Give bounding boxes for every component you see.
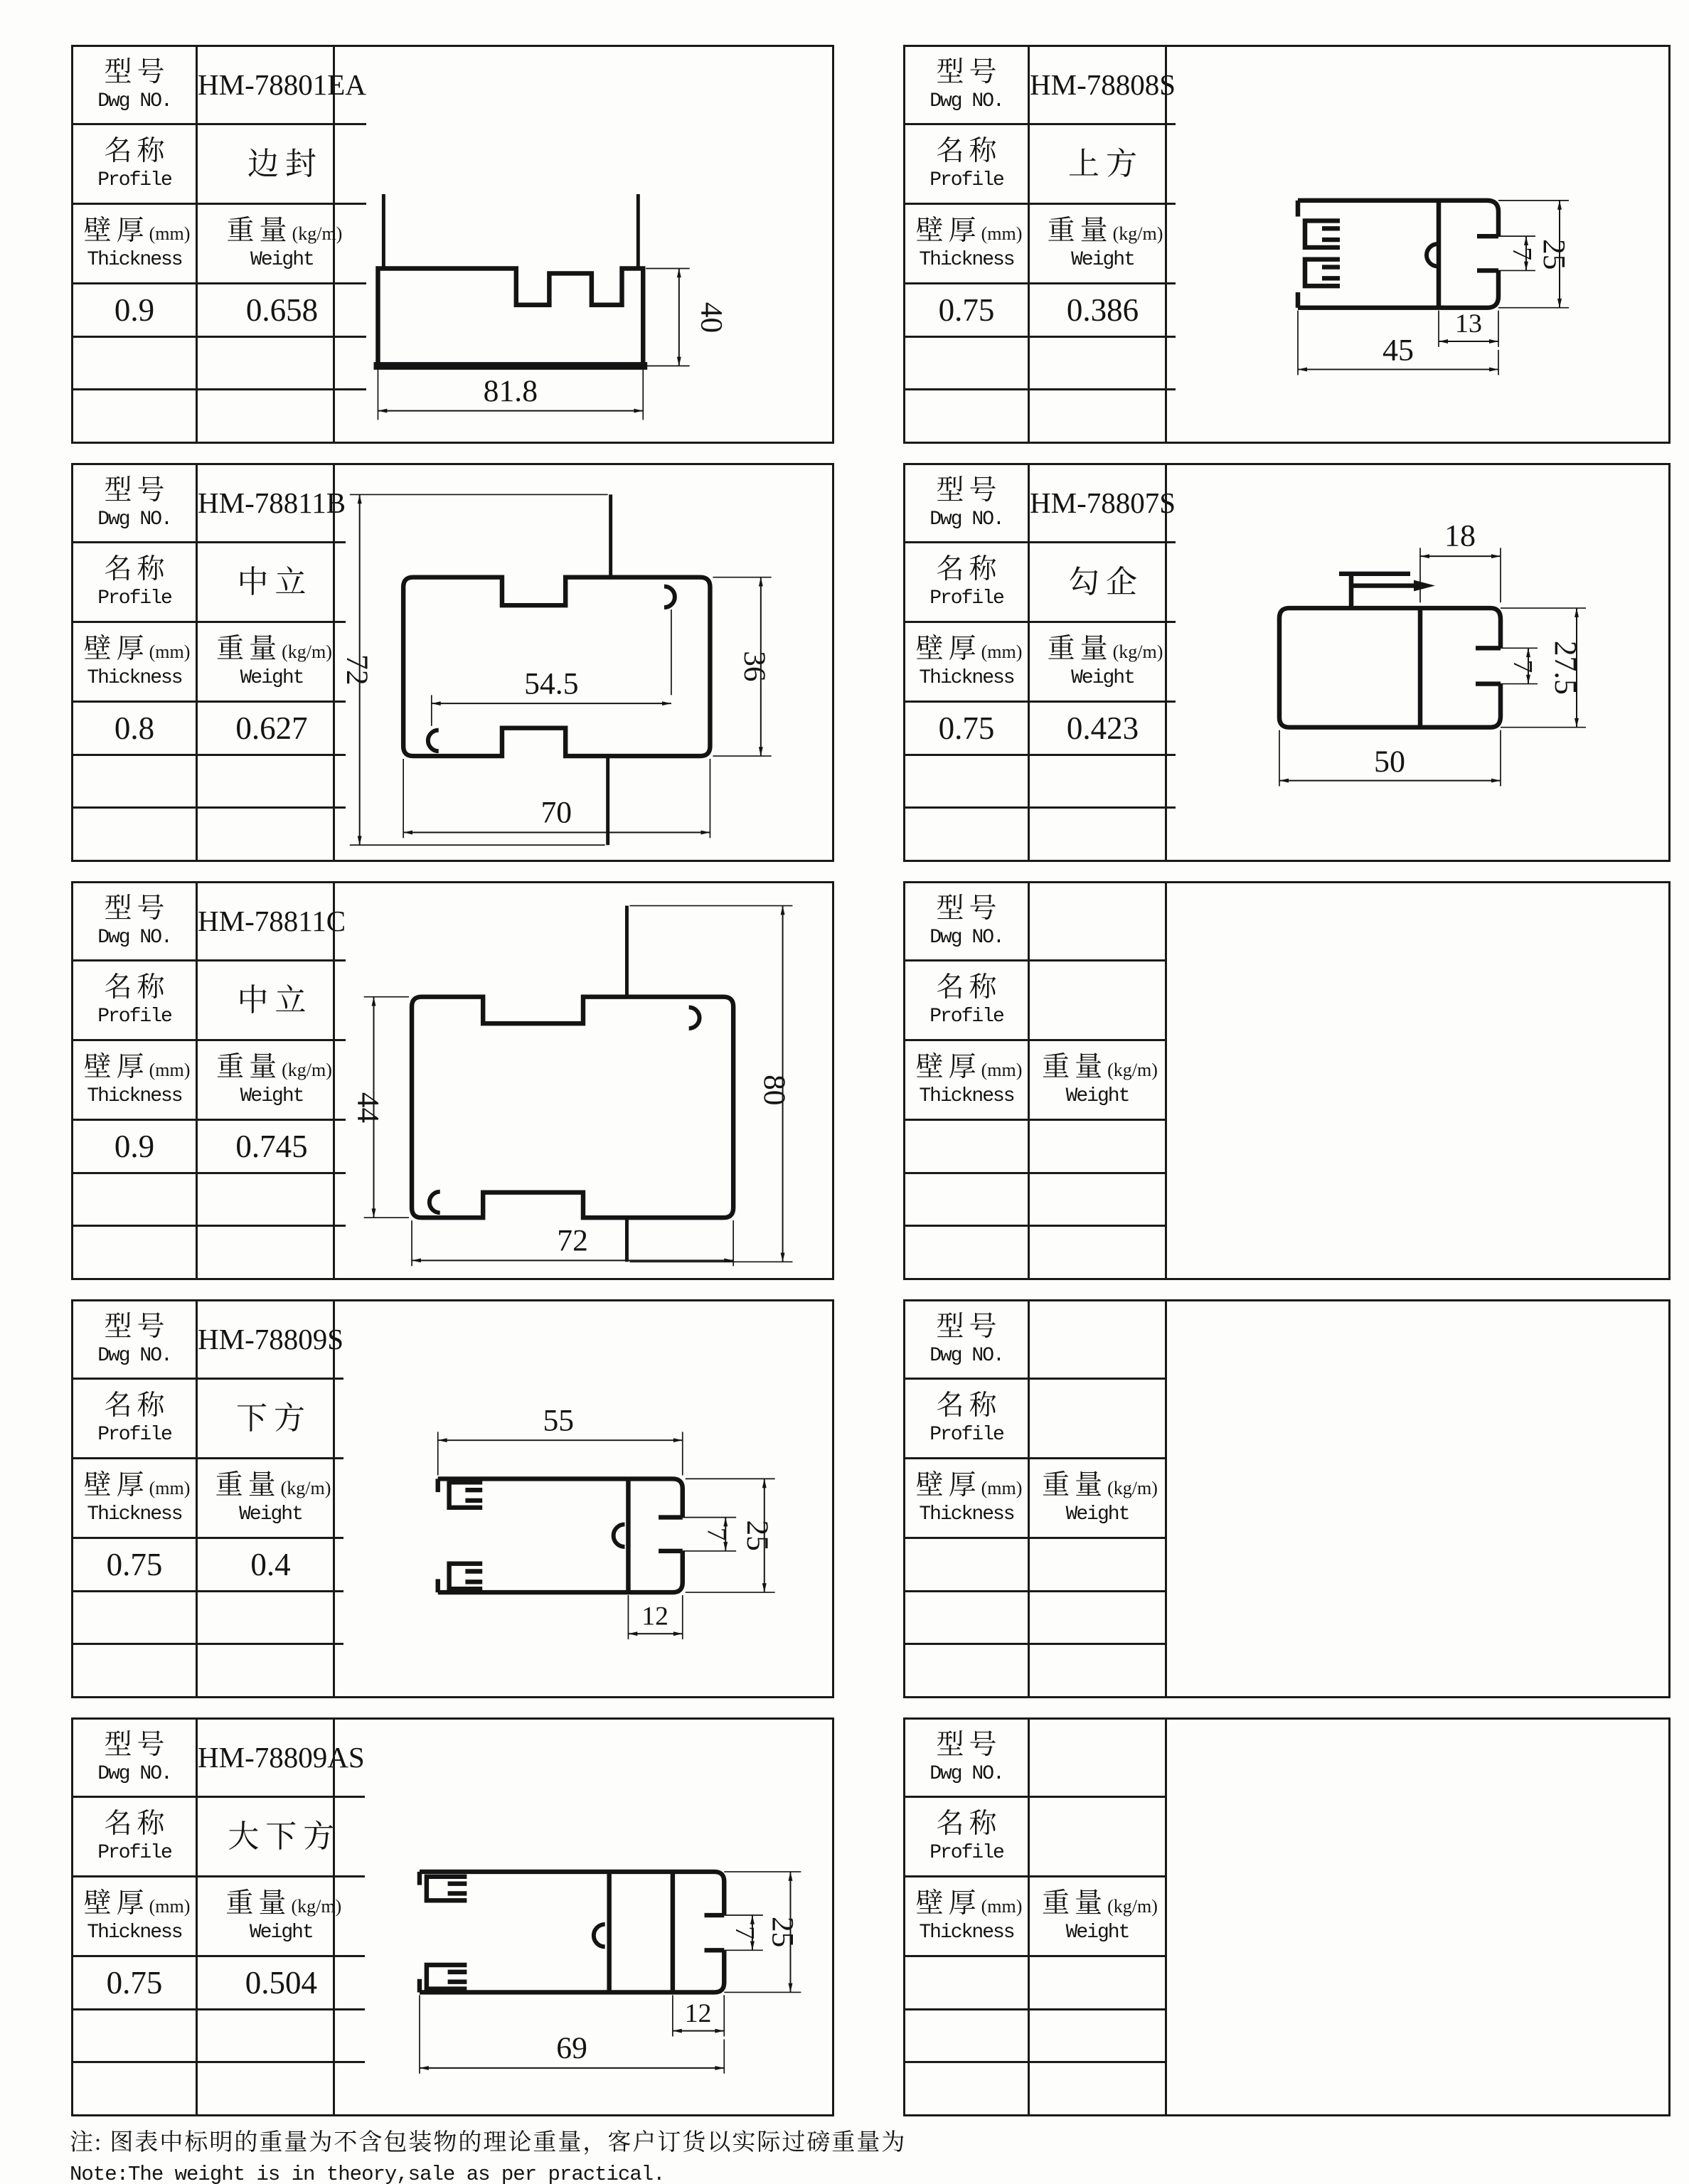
weight-header: 重量(kg/m) Weight <box>198 205 366 284</box>
spec-table <box>905 1301 1167 1696</box>
weight-value: 0.423 <box>1030 703 1176 756</box>
dim-width: 81.8 <box>483 373 538 408</box>
model-header: 型号 Dwg NO. <box>73 1720 198 1798</box>
model-value <box>1030 883 1165 962</box>
spec-block-hm-78809s <box>71 1299 834 1698</box>
model-value <box>1030 1301 1165 1380</box>
weight-header: 重量(kg/m) Weight <box>198 1041 346 1121</box>
weight-value <box>1030 1121 1165 1174</box>
weight-header: 重量(kg/m) Weight <box>1030 205 1176 284</box>
name-value: 中立 <box>198 962 346 1041</box>
thickness-header: 壁厚(mm) Thickness <box>905 1877 1030 1957</box>
name-value: 上方 <box>1030 125 1176 205</box>
thickness-value: 0.75 <box>73 1957 198 2010</box>
weight-header: 重量(kg/m) Weight <box>1030 1041 1165 1121</box>
model-value: HM-78801EA <box>198 47 366 125</box>
thickness-header: 壁厚(mm) Thickness <box>73 1041 198 1121</box>
thickness-header: 壁厚(mm) Thickness <box>905 623 1030 703</box>
model-header: 型号 Dwg NO. <box>905 883 1030 962</box>
dim-inner: 13 <box>1455 309 1482 339</box>
model-value: HM-78807S <box>1030 465 1176 543</box>
spec-block-hm-78811c <box>71 881 834 1280</box>
name-header: 名称 Profile <box>73 962 198 1041</box>
model-header: 型号 Dwg NO. <box>73 883 198 962</box>
name-value <box>1030 1380 1165 1459</box>
dim-height: 40 <box>694 302 729 334</box>
thickness-value: 0.8 <box>73 703 198 756</box>
name-value: 大下方 <box>198 1798 365 1877</box>
name-value <box>1030 1798 1165 1877</box>
thickness-value: 0.75 <box>73 1539 198 1592</box>
thickness-value: 0.75 <box>905 284 1030 338</box>
thickness-value: 0.75 <box>905 703 1030 756</box>
spec-table <box>73 1301 344 1696</box>
weight-header: 重量(kg/m) Weight <box>198 623 346 703</box>
model-header: 型号 Dwg NO. <box>905 1720 1030 1798</box>
weight-value: 0.504 <box>198 1957 365 2010</box>
model-header: 型号 Dwg NO. <box>73 47 198 125</box>
model-value: HM-78809S <box>198 1301 343 1380</box>
note-line-en: Note:The weight is in theory,sale as per practical. <box>70 2163 665 2184</box>
name-header: 名称 Profile <box>73 543 198 623</box>
spec-table <box>905 465 1176 860</box>
profile-drawing-hm-78809s <box>333 1301 830 1695</box>
spec-block-hm-78809as <box>71 1717 834 2116</box>
profile-drawing-hm-78811c <box>333 883 830 1277</box>
spec-table <box>73 1720 365 2114</box>
dim-right: 27.5 <box>1547 640 1583 695</box>
dim-bottom: 72 <box>557 1223 588 1258</box>
model-header: 型号 Dwg NO. <box>905 1301 1030 1380</box>
weight-value <box>1030 1957 1165 2010</box>
dim-left: 72 <box>339 654 374 686</box>
thickness-value: 0.9 <box>73 1121 198 1174</box>
model-header: 型号 Dwg NO. <box>905 47 1030 125</box>
thickness-value <box>905 1957 1030 2010</box>
dim-width: 45 <box>1382 333 1414 368</box>
footer-note <box>70 2124 906 2184</box>
profile-drawing-hm-78807s <box>1165 465 1666 858</box>
dim-inner: 12 <box>684 1998 712 2028</box>
name-header: 名称 Profile <box>905 962 1030 1041</box>
dim-gap: 7 <box>1506 247 1538 261</box>
weight-header: 重量(kg/m) Weight <box>1030 623 1176 703</box>
dim-bottom: 70 <box>540 795 572 830</box>
dim-gap: 7 <box>730 1926 760 1940</box>
thickness-header: 壁厚(mm) Thickness <box>73 205 198 284</box>
weight-header: 重量(kg/m) Weight <box>198 1459 343 1539</box>
spec-table <box>905 1720 1167 2114</box>
model-header: 型号 Dwg NO. <box>73 1301 198 1380</box>
model-header: 型号 Dwg NO. <box>73 465 198 543</box>
profile-drawing-hm-78809as <box>333 1720 830 2113</box>
name-value: 边封 <box>198 125 366 205</box>
spec-block-hm-78801ea <box>71 45 834 444</box>
thickness-value <box>905 1121 1030 1174</box>
weight-header: 重量(kg/m) Weight <box>198 1877 365 1957</box>
model-value: HM-78809AS <box>198 1720 365 1798</box>
spec-block-empty-1 <box>903 881 1671 1280</box>
name-value <box>1030 962 1165 1041</box>
spec-table <box>905 883 1167 1278</box>
weight-header: 重量(kg/m) Weight <box>1030 1459 1165 1539</box>
profile-drawing-hm-78808s <box>1165 47 1666 440</box>
thickness-header: 壁厚(mm) Thickness <box>905 205 1030 284</box>
dim-right: 80 <box>757 1075 792 1106</box>
name-header: 名称 Profile <box>905 125 1030 205</box>
thickness-header: 壁厚(mm) Thickness <box>73 623 198 703</box>
name-header: 名称 Profile <box>905 1798 1030 1877</box>
weight-value: 0.745 <box>198 1121 346 1174</box>
name-header: 名称 Profile <box>73 1798 198 1877</box>
dim-top: 18 <box>1444 518 1476 553</box>
spec-block-empty-3 <box>903 1717 1671 2116</box>
spec-table <box>73 47 366 442</box>
weight-header: 重量(kg/m) Weight <box>1030 1877 1165 1957</box>
spec-block-hm-78807s <box>903 463 1671 862</box>
thickness-header: 壁厚(mm) Thickness <box>73 1877 198 1957</box>
thickness-header: 壁厚(mm) Thickness <box>905 1041 1030 1121</box>
spec-block-empty-2 <box>903 1299 1671 1698</box>
model-header: 型号 Dwg NO. <box>905 465 1030 543</box>
weight-value <box>1030 1539 1165 1592</box>
name-header: 名称 Profile <box>73 1380 198 1459</box>
spec-table <box>905 47 1176 442</box>
dim-bottom: 12 <box>641 1602 668 1631</box>
weight-value: 0.627 <box>198 703 346 756</box>
name-value: 中立 <box>198 543 346 623</box>
spec-table <box>73 465 346 860</box>
thickness-header: 壁厚(mm) Thickness <box>905 1459 1030 1539</box>
name-header: 名称 Profile <box>73 125 198 205</box>
model-value <box>1030 1720 1165 1798</box>
model-value: HM-78808S <box>1030 47 1176 125</box>
name-value: 勾企 <box>1030 543 1176 623</box>
dim-bottom: 50 <box>1374 745 1405 779</box>
dim-inner: 54.5 <box>524 666 579 701</box>
spec-block-hm-78811b <box>71 463 834 862</box>
dim-gap: 7 <box>701 1527 731 1541</box>
weight-value: 0.386 <box>1030 284 1176 338</box>
profile-drawing-hm-78811b <box>333 465 830 858</box>
thickness-value <box>905 1539 1030 1592</box>
thickness-header: 壁厚(mm) Thickness <box>73 1459 198 1539</box>
dim-left: 44 <box>351 1092 385 1124</box>
dim-right: 25 <box>765 1917 800 1948</box>
model-value: HM-78811C <box>198 883 346 962</box>
dim-right: 25 <box>740 1520 775 1551</box>
spec-block-hm-78808s <box>903 45 1671 444</box>
dim-top: 55 <box>543 1403 575 1438</box>
note-line-cn: 注: 图表中标明的重量为不含包装物的理论重量，客户订货以实际过磅重量为 <box>70 2130 907 2156</box>
thickness-value: 0.9 <box>73 284 198 338</box>
name-header: 名称 Profile <box>905 543 1030 623</box>
weight-value: 0.658 <box>198 284 366 338</box>
name-value: 下方 <box>198 1380 343 1459</box>
dim-right: 36 <box>737 651 772 682</box>
profile-drawing-hm-78801ea <box>333 47 830 440</box>
model-value: HM-78811B <box>198 465 346 543</box>
dim-gap: 7 <box>1507 659 1538 673</box>
name-header: 名称 Profile <box>905 1380 1030 1459</box>
weight-value: 0.4 <box>198 1539 343 1592</box>
dim-bottom: 69 <box>556 2031 587 2066</box>
spec-table <box>73 883 346 1278</box>
dim-height: 25 <box>1536 239 1572 270</box>
